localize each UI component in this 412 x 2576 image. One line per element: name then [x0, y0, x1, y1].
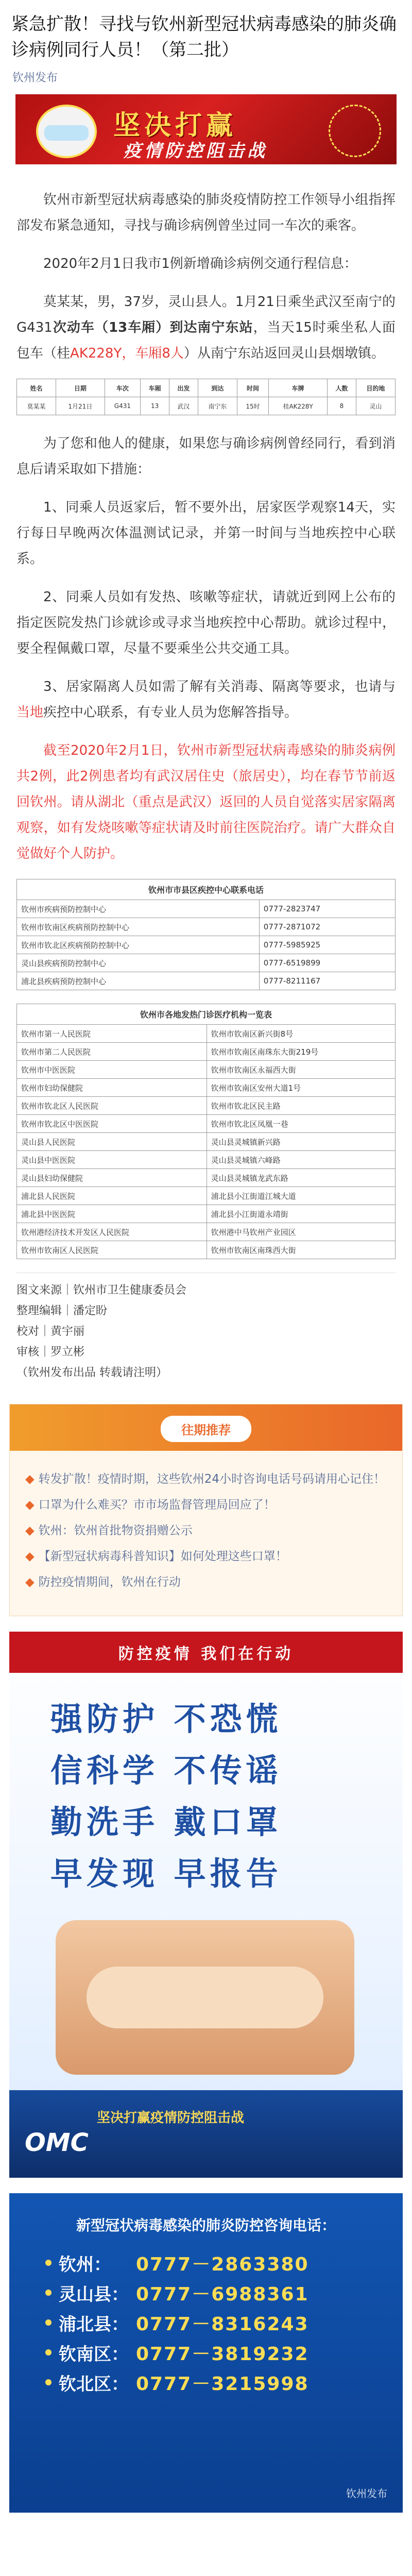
table-cell-value: 0777-2871072 [259, 918, 395, 936]
hotline-row [30, 2367, 382, 2397]
help-paragraph: 为了您和他人的健康，如果您与确诊病例曾经同行，看到消息后请采取如下措施： [16, 436, 396, 477]
article-source-link[interactable]: 钦州发布 [12, 72, 58, 84]
table-cell-value: 钦州港中马钦州产业园区 [207, 1223, 395, 1241]
table-cell-name: 浦北县人民医院 [17, 1187, 207, 1205]
case-header: 2020年2月1日我市1例新增确诊病例交通行程信息： [43, 256, 357, 272]
related-links-card [9, 1404, 403, 1616]
table-cell-name: 钦州市第二人民医院 [17, 1043, 207, 1061]
train-table-cell: 莫某某 [17, 397, 56, 415]
bullet-icon: ◆ [25, 1575, 35, 1589]
hotline-phone[interactable]: 0777－6988361 [136, 2283, 309, 2305]
case-pre: 莫某某，男，37岁，灵山县人。1月21日乘坐武汉至南宁的G431 [16, 294, 396, 335]
train-table-cell: 桂AK228Y [269, 397, 328, 415]
banner-image [15, 94, 397, 164]
table-row [17, 1151, 396, 1169]
table-cell-name: 灵山县妇幼保健院 [17, 1169, 207, 1187]
table-cell-value: 浦北县小江街道永靖街 [207, 1205, 395, 1223]
train-table-cell: 武汉 [169, 397, 198, 415]
hotline-card [9, 2193, 403, 2513]
train-table-cell: 南宁东 [198, 397, 237, 415]
bullet-icon [45, 2379, 52, 2385]
train-table-header-cell: 姓名 [17, 379, 56, 397]
train-table-header-cell: 出发 [169, 379, 198, 397]
table-cell-value: 钦州市钦南区南珠西大街 [207, 1241, 395, 1259]
train-table-cell: 1月21日 [56, 397, 105, 415]
omc-logo: OMC [25, 2128, 89, 2157]
bullet-icon: ◆ [25, 1524, 35, 1537]
train-table-header-cell: 时间 [237, 379, 268, 397]
case-paragraph [16, 289, 396, 366]
poster-slogan-4: 早发现 早报告 [50, 1855, 282, 1892]
table-row [17, 1133, 396, 1151]
related-links-header [10, 1404, 402, 1451]
hands-illustration [56, 1920, 354, 2075]
step-3-post: 疾控中心联系，有专业人员为您解答指导。 [43, 705, 298, 720]
hotline-row [30, 2248, 382, 2278]
poster-slogan-1: 强防护 不恐慌 [50, 1700, 282, 1738]
related-link[interactable] [25, 1569, 387, 1595]
case-plate: AK228Y，车厢8人 [70, 346, 184, 361]
table-cell-value: 钦州市钦南区安州大道1号 [207, 1079, 395, 1097]
related-link-text: 口罩为什么难买？市市场监督管理局回应了！ [38, 1498, 276, 1512]
train-table-header [17, 379, 396, 397]
table-cell-value: 钦州市钦南区南珠东大街219号 [207, 1043, 395, 1061]
hotline-phone[interactable]: 0777－8316243 [136, 2313, 309, 2335]
table-row [17, 1097, 396, 1115]
related-link-text: 防控疫情期间，钦州在行动 [38, 1575, 181, 1589]
step-3-em: 当地 [16, 705, 44, 720]
table-cell-value: 灵山县灵城镇新兴路 [207, 1133, 395, 1151]
case-train: 次动车（13车厢）到达南宁东站 [52, 320, 253, 335]
deadline-paragraph: 截至2020年2月1日，钦州市新型冠状病毒感染的肺炎病例共2例，此2例患者均有武汉居住史（旅居史），均在春节节前返回钦州。请从湖北（重点是武汉）返回的人员自觉落实居家隔离观察，如有发烧咳嗽等症状请及时前往医院治疗。请广大群众自觉做好个人防护。 [16, 743, 396, 861]
table-cell-value: 浦北县小江街道江城大道 [207, 1187, 395, 1205]
poster-slogan-2: 信科学 不传谣 [50, 1752, 282, 1789]
table-row [17, 900, 396, 918]
table-cell-value: 灵山县灵城镇六峰路 [207, 1151, 395, 1169]
case-mid: ，当天15时乘坐私人面包车（桂 [16, 320, 396, 361]
table-cell-name: 钦州市钦北区人民医院 [17, 1097, 207, 1115]
table-row [17, 1205, 396, 1223]
step-1: 1、同乘人员返家后，暂不要外出，居家医学观察14天，实行每日早晚两次体温测试记录，并第一时间与当地疾控中心联系。 [16, 500, 396, 567]
hotline-phone[interactable]: 0777－3819232 [136, 2343, 309, 2365]
table-cell-value: 钦州市钦南区永福西大街 [207, 1061, 395, 1079]
train-table-cell: 灵山 [356, 397, 395, 415]
related-links-list [25, 1466, 387, 1595]
bullet-icon [45, 2290, 52, 2296]
table-row [17, 936, 396, 954]
poster-slogan-3: 勤洗手 戴口罩 [50, 1803, 282, 1841]
cdc-table-title: 钦州市市县区疾控中心联系电话 [16, 879, 396, 900]
hotline-phone[interactable]: 0777－2863380 [136, 2253, 309, 2275]
hotline-city: 钦北区： [59, 2374, 129, 2395]
table-row [17, 972, 396, 990]
table-cell-value: 钦州市钦北区凤凰一巷 [207, 1115, 395, 1133]
credit-proofreader: 校对｜黄宇丽 [16, 1325, 85, 1338]
bullet-icon [45, 2349, 52, 2355]
step-3 [16, 674, 396, 725]
related-link-text: 钦州：钦州首批物资捐赠公示 [38, 1524, 193, 1537]
train-table-header-cell: 车牌 [269, 379, 328, 397]
table-cell-value: 灵山县灵城镇龙武东路 [207, 1169, 395, 1187]
train-table-row [17, 397, 396, 415]
table-cell-name: 灵山县疾病预防控制中心 [17, 954, 260, 972]
table-cell-value: 0777-6519899 [259, 954, 395, 972]
article-title: 紧急扩散！寻找与钦州新型冠状病毒感染的肺炎确诊病例同行人员！（第二批） [11, 14, 397, 60]
table-row [17, 1079, 396, 1097]
cdc-table [16, 900, 396, 990]
train-table-header-cell: 人数 [328, 379, 356, 397]
hotline-phone[interactable]: 0777－3215998 [136, 2373, 309, 2395]
table-row [17, 1223, 396, 1241]
table-cell-name: 钦州市钦北区中医医院 [17, 1115, 207, 1133]
credits [16, 1278, 396, 1394]
table-cell-name: 钦州市中医医院 [17, 1061, 207, 1079]
step-3-pre: 3、居家隔离人员如需了解有关消毒、隔离等要求，也请与 [43, 679, 396, 694]
hotline-row [30, 2278, 382, 2308]
train-table-cell: 13 [141, 397, 169, 415]
table-row [17, 1115, 396, 1133]
related-link[interactable] [25, 1518, 387, 1544]
intro-paragraph: 钦州市新型冠状病毒感染的肺炎疫情防控工作领导小组指挥部发布紧急通知，寻找与确诊病例曾坐过同一车次的乘客。 [16, 192, 396, 233]
article-body [0, 164, 412, 1394]
hotline-city: 浦北县： [59, 2314, 129, 2335]
related-link[interactable] [25, 1492, 387, 1518]
table-row [17, 1043, 396, 1061]
related-link[interactable] [25, 1544, 387, 1569]
table-cell-name: 钦州市疾病预防控制中心 [17, 900, 260, 918]
table-cell-value: 0777-5985925 [259, 936, 395, 954]
credit-source: 图文来源｜钦州市卫生健康委员会 [16, 1284, 187, 1297]
table-row [17, 1061, 396, 1079]
hotline-list [30, 2248, 382, 2397]
credit-editor: 整理编辑｜潘定盼 [16, 1304, 108, 1317]
banner-seal [329, 105, 381, 157]
train-table-cell: 8 [328, 397, 356, 415]
clinic-table [16, 1024, 396, 1259]
table-cell-value: 钦州市钦北区民主路 [207, 1097, 395, 1115]
table-cell-name: 灵山县人民医院 [17, 1133, 207, 1151]
table-row [17, 1187, 396, 1205]
mask-illustration [36, 105, 97, 158]
credit-copyright: （钦州发布出品 转载请注明） [16, 1366, 167, 1379]
banner-line-2: 疫情防控阻击战 [124, 141, 268, 161]
table-cell-value: 0777-2823747 [259, 900, 395, 918]
step-2: 2、同乘人员如有发热、咳嗽等症状，请就近到网上公布的指定医院发热门诊就诊或寻求当地疾控中心帮助。就诊过程中，要全程佩戴口罩，尽量不要乘坐公共交通工具。 [16, 589, 396, 656]
table-cell-name: 钦州市钦南区人民医院 [17, 1241, 207, 1259]
bullet-icon [45, 2319, 52, 2326]
train-table-header-cell: 日期 [56, 379, 105, 397]
bullet-icon [45, 2260, 52, 2266]
table-cell-name: 钦州市钦北区疾病预防控制中心 [17, 936, 260, 954]
table-row [17, 1241, 396, 1259]
clinic-table-title: 钦州市各地发热门诊医疗机构一览表 [16, 1004, 396, 1024]
watermark: 钦州发布 [346, 2487, 387, 2500]
related-link-text: 【新型冠状病毒科普知识】如何处理这些口罩！ [38, 1550, 287, 1563]
train-table-header-cell: 车次 [105, 379, 141, 397]
hotline-city: 钦南区： [59, 2344, 129, 2365]
table-cell-name: 钦州市妇幼保健院 [17, 1079, 207, 1097]
table-cell-value: 钦州市钦南区新兴街8号 [207, 1025, 395, 1043]
case-post: ）从南宁东站返回灵山县烟墩镇。 [183, 346, 385, 361]
train-table-header-cell: 目的地 [356, 379, 395, 397]
hotline-row [30, 2308, 382, 2337]
table-cell-name: 钦州市第一人民医院 [17, 1025, 207, 1043]
table-row [17, 954, 396, 972]
hotline-city: 钦州： [59, 2254, 111, 2275]
table-row [17, 1169, 396, 1187]
related-link[interactable] [25, 1466, 387, 1492]
table-cell-name: 灵山县中医医院 [17, 1151, 207, 1169]
related-links-title: 往期推荐 [161, 1416, 251, 1442]
hotline-city: 灵山县： [59, 2284, 129, 2305]
poster-bottom-text: 坚决打赢疫情防控阻击战 [97, 2110, 245, 2126]
bullet-icon: ◆ [25, 1498, 35, 1512]
credit-reviewer: 审核｜罗立彬 [16, 1346, 85, 1359]
train-table-header-cell: 到达 [198, 379, 237, 397]
poster-top-band [9, 1632, 403, 1673]
related-link-text: 转发扩散！疫情时期，这些钦州24小时咨询电话号码请用心记住！ [38, 1472, 385, 1486]
train-table-header-cell: 车厢 [141, 379, 169, 397]
train-table-cell: 15时 [237, 397, 268, 415]
train-table-cell: G431 [105, 397, 141, 415]
poster-top-text: 防控疫情 我们在行动 [118, 1645, 294, 1663]
train-table [16, 379, 396, 415]
hotline-row [30, 2337, 382, 2367]
table-row [17, 918, 396, 936]
table-cell-value: 0777-8211167 [259, 972, 395, 990]
table-row [17, 1025, 396, 1043]
table-cell-name: 钦州市钦南区疾病预防控制中心 [17, 918, 260, 936]
bullet-icon: ◆ [25, 1550, 35, 1563]
table-cell-name: 钦州港经济技术开发区人民医院 [17, 1223, 207, 1241]
hotline-title: 新型冠状病毒感染的肺炎防控咨询电话： [76, 2217, 336, 2234]
prevention-poster [9, 1632, 403, 2178]
bullet-icon: ◆ [25, 1472, 35, 1486]
table-cell-name: 浦北县中医医院 [17, 1205, 207, 1223]
table-cell-name: 浦北县疾病预防控制中心 [17, 972, 260, 990]
banner-line-1: 坚决打赢 [113, 110, 237, 141]
